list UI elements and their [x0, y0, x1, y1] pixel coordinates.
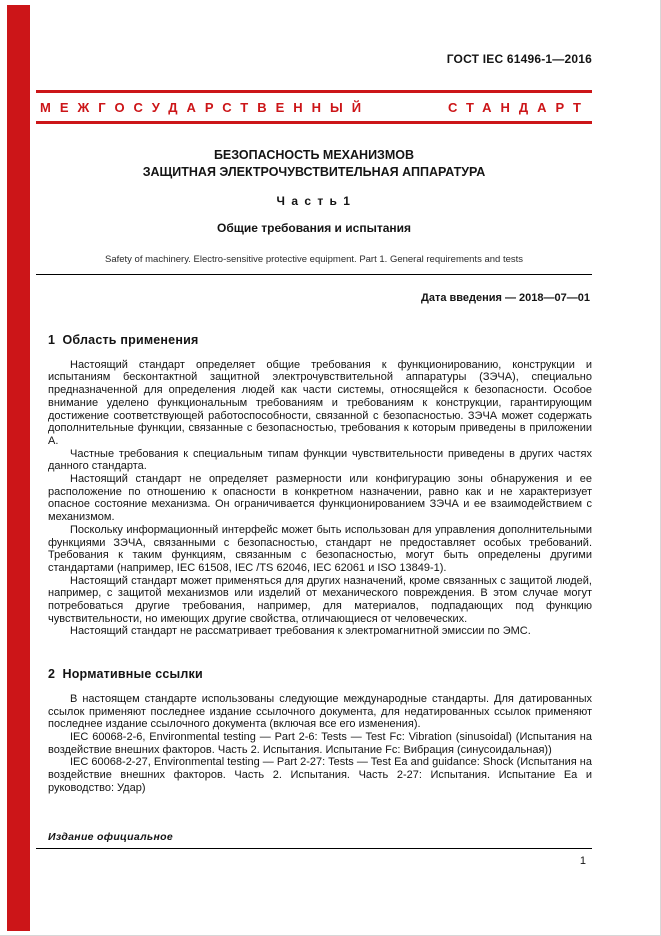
- section-2-paragraph: В настоящем стандарте использованы следующие международные стандарты. Для датированных ссылок применяют последнее издание ссылочного документа, для недатированных ссылок применяют последнее издание ссылочного документа (включая все его изменения).: [48, 692, 592, 731]
- section-1-paragraph: Частные требования к специальным типам функции чувствительности приведены в других частях данного стандарта.: [48, 447, 592, 473]
- page-content: [36, 0, 592, 795]
- title-line-2: ЗАЩИТНАЯ ЭЛЕКТРОЧУВСТВИТЕЛЬНАЯ АППАРАТУРА: [142, 165, 486, 179]
- section-2-paragraph: IEC 60068-2-6, Environmental testing — Part 2-6: Tests — Test Fc: Vibration (sinusoidal) (Испытания на воздействие внешних факторов. Часть 2. Испытания. Испытание Fc: Вибрация (синусоидальная)): [48, 730, 592, 756]
- section-1-paragraph: Настоящий стандарт не рассматривает требования к электромагнитной эмиссии по ЭМС.: [70, 625, 531, 638]
- section-1-paragraph: Настоящий стандарт определяет общие требования к функционированию, конструкции и испытаниям бесконтактной защитной электрочувствительной аппаратуры (ЗЭЧА), специально предназначенной для определения людей как части системы, относящейся к безопасности. Особое внимание уделено функциональным требованиям и требованиям к конструкции, гарантирующим достижение соответствующей работоспособности, связанной с безопасностью. ЗЭЧА может содержать дополнительные функции, связанные с безопасностью, требования к которым приведены в приложении А.: [48, 358, 592, 447]
- section-1-paragraph: Настоящий стандарт не определяет размерности или конфигурацию зоны обнаружения и ее расположение по отношению к опасности в конкретном назначении, равно как и не характеризует опасное состояние механизма. Он ограничивается функционированием ЗЭЧА и ее взаимодействием с механизмом.: [48, 473, 592, 524]
- official-edition-label: Издание официальное: [48, 831, 173, 843]
- standard-banner: [36, 90, 592, 124]
- page-footer: [36, 831, 592, 867]
- footer-divider: [36, 848, 592, 849]
- section-1-paragraph: Настоящий стандарт может применяться для других назначений, кроме связанных с защитой людей, например, с защитой механизмов или изделий от механического повреждения. В этом случае могут потребоваться другие требования, например, для материалов, подпадающих под функцию чувствительности, но имеющих другие свойства, отличающиеся от человеческих.: [48, 574, 592, 625]
- section-1-heading: 1 Область применения: [48, 333, 199, 347]
- page-number: 1: [579, 855, 586, 867]
- red-side-bar: [7, 5, 30, 931]
- title-line-1: БЕЗОПАСНОСТЬ МЕХАНИЗМОВ: [213, 148, 415, 162]
- section-2-paragraph: IEC 60068-2-27, Environmental testing — Part 2-27: Tests — Test Ea and guidance: Shock (Испытания на воздействие внешних факторов. Часть 2. Испытания. Часть 2-27: Испытания. Испытание Еа и руководство: Удар): [48, 756, 592, 794]
- banner-word-left: МЕЖГОСУДАРСТВЕННЫЙ: [40, 100, 371, 115]
- title-subtitle: Общие требования и испытания: [216, 221, 411, 235]
- title-divider: [36, 274, 592, 275]
- banner-word-right: СТАНДАРТ: [447, 100, 590, 115]
- doc-code: ГОСТ IEC 61496-1—2016: [446, 52, 592, 66]
- title-english: Safety of machinery. Electro-sensitive protective equipment. Part 1. General requirements and tests: [104, 254, 524, 265]
- section-1-paragraph: Поскольку информационный интерфейс может быть использован для управления дополнительными функциями ЗЭЧА, связанными с безопасностью, стандарт не предоставляет особых требований. Требования к таким функциям, связанным с безопасностью, могут быть определены другими стандартами (например, IEC 61508, IEC /TS 62046, IEC 62061 и ISO 13849-1).: [48, 523, 592, 574]
- document-body: [48, 334, 592, 795]
- effective-date: Дата введения — 2018—07—01: [421, 292, 590, 304]
- section-2-heading: 2 Нормативные ссылки: [48, 667, 203, 682]
- title-block: [36, 147, 592, 265]
- title-part: Ч а с т ь 1: [276, 194, 352, 208]
